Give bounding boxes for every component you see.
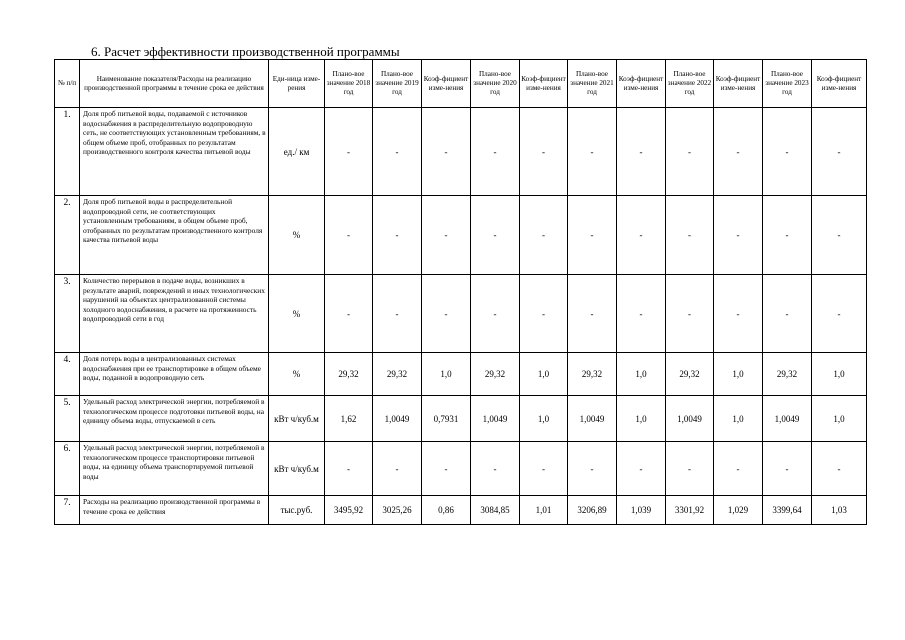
row-number: 2. <box>55 196 80 275</box>
value-cell: 1,0 <box>714 396 763 442</box>
row-number: 3. <box>55 275 80 353</box>
value-cell: 1,0049 <box>373 396 422 442</box>
value-cell: - <box>520 275 568 353</box>
value-cell: 3206,89 <box>568 496 617 525</box>
value-cell: - <box>617 275 666 353</box>
value-cell: - <box>325 108 373 196</box>
value-cell: - <box>763 196 812 275</box>
header-cell: Плано-вое значение 2021 год <box>568 60 617 108</box>
value-cell: 0,7931 <box>422 396 471 442</box>
header-cell: Коэф-фициент изме-нения <box>520 60 568 108</box>
indicator-name: Доля потерь воды в централизованных системах водоснабжения при ее транспортировке в общем объеме воды, поданной в водопроводную сеть <box>80 353 269 396</box>
efficiency-table <box>54 59 867 525</box>
value-cell: - <box>714 442 763 496</box>
value-cell: - <box>568 108 617 196</box>
value-cell: - <box>325 196 373 275</box>
value-cell: 3084,85 <box>471 496 520 525</box>
indicator-name: Удельный расход электрической энергии, потребляемой в технологическом процессе подготовки питьевой воды, на единицу объема воды, отпускаемой в сеть <box>80 396 269 442</box>
header-cell: № п/п <box>55 60 80 108</box>
header-cell: Плано-вое значение 2019 год <box>373 60 422 108</box>
value-cell: - <box>471 275 520 353</box>
value-cell: - <box>812 275 867 353</box>
value-cell: - <box>568 196 617 275</box>
value-cell: - <box>763 108 812 196</box>
header-cell: Коэф-фициент изме-нения <box>812 60 867 108</box>
value-cell: 1,0 <box>617 396 666 442</box>
value-cell: - <box>471 442 520 496</box>
value-cell: 1,01 <box>520 496 568 525</box>
value-cell: - <box>520 108 568 196</box>
value-cell: - <box>812 442 867 496</box>
indicator-name: Доля проб питьевой воды, подаваемой с источников водоснабжения в распределительную водопроводную сеть, не соответствующих установленным требованиям, в общем объеме проб, отобранных по результатам производственного контроля качества питьевой воды <box>80 108 269 196</box>
value-cell: - <box>373 108 422 196</box>
value-cell: 29,32 <box>763 353 812 396</box>
value-cell: 3399,64 <box>763 496 812 525</box>
value-cell: - <box>763 442 812 496</box>
value-cell: 29,32 <box>373 353 422 396</box>
unit-cell: % <box>269 275 325 353</box>
value-cell: - <box>422 108 471 196</box>
value-cell: - <box>568 442 617 496</box>
value-cell: - <box>763 275 812 353</box>
row-number: 6. <box>55 442 80 496</box>
header-cell: Плано-вое значение 2022 год <box>666 60 714 108</box>
value-cell: - <box>373 196 422 275</box>
unit-cell: тыс.руб. <box>269 496 325 525</box>
table-row <box>55 396 867 442</box>
value-cell: 3495,92 <box>325 496 373 525</box>
value-cell: - <box>666 108 714 196</box>
value-cell: 1,0049 <box>568 396 617 442</box>
value-cell: - <box>714 196 763 275</box>
value-cell: - <box>422 275 471 353</box>
row-number: 1. <box>55 108 80 196</box>
value-cell: 29,32 <box>568 353 617 396</box>
value-cell: - <box>520 442 568 496</box>
value-cell: - <box>812 108 867 196</box>
header-cell: Плано-вое значение 2018 год <box>325 60 373 108</box>
unit-cell: кВт ч/куб.м <box>269 396 325 442</box>
value-cell: 0,86 <box>422 496 471 525</box>
header-row <box>55 60 867 108</box>
header-cell: Еди-ница изме-рения <box>269 60 325 108</box>
value-cell: 1,0 <box>617 353 666 396</box>
value-cell: - <box>714 108 763 196</box>
value-cell: - <box>325 442 373 496</box>
value-cell: - <box>666 442 714 496</box>
row-number: 4. <box>55 353 80 396</box>
header-cell: Плано-вое значение 2020 год <box>471 60 520 108</box>
section-title: 6. Расчет эффективности производственной программы <box>91 44 400 59</box>
value-cell: 1,0 <box>520 396 568 442</box>
value-cell: - <box>520 196 568 275</box>
value-cell: - <box>471 196 520 275</box>
value-cell: 29,32 <box>325 353 373 396</box>
table-row <box>55 196 867 275</box>
value-cell: 3301,92 <box>666 496 714 525</box>
unit-cell: ед./ км <box>269 108 325 196</box>
value-cell: 1,0049 <box>666 396 714 442</box>
value-cell: 1,0049 <box>763 396 812 442</box>
unit-cell: кВт ч/куб.м <box>269 442 325 496</box>
value-cell: - <box>471 108 520 196</box>
row-number: 7. <box>55 496 80 525</box>
value-cell: 1,0 <box>520 353 568 396</box>
unit-cell: % <box>269 196 325 275</box>
value-cell: - <box>373 275 422 353</box>
value-cell: 1,03 <box>812 496 867 525</box>
value-cell: - <box>666 196 714 275</box>
table-row <box>55 108 867 196</box>
value-cell: 1,62 <box>325 396 373 442</box>
indicator-name: Удельный расход электрической энергии, потребляемой в технологическом процессе транспортировки питьевой воды, на единицу объема транспортируемой питьевой воды <box>80 442 269 496</box>
value-cell: - <box>568 275 617 353</box>
value-cell: - <box>812 196 867 275</box>
value-cell: - <box>373 442 422 496</box>
value-cell: 1,0 <box>812 396 867 442</box>
table-row <box>55 442 867 496</box>
value-cell: 29,32 <box>471 353 520 396</box>
unit-cell: % <box>269 353 325 396</box>
value-cell: - <box>617 442 666 496</box>
value-cell: - <box>422 442 471 496</box>
header-cell: Наименование показателя/Расходы на реализацию производственной программы в течение срока ее действия <box>80 60 269 108</box>
value-cell: 1,0 <box>422 353 471 396</box>
value-cell: - <box>325 275 373 353</box>
value-cell: - <box>617 196 666 275</box>
table-row <box>55 496 867 525</box>
row-number: 5. <box>55 396 80 442</box>
value-cell: 3025,26 <box>373 496 422 525</box>
header-cell: Коэф-фициент изме-нения <box>714 60 763 108</box>
value-cell: 1,0 <box>812 353 867 396</box>
header-cell: Плано-вое значение 2023 год <box>763 60 812 108</box>
value-cell: 1,039 <box>617 496 666 525</box>
value-cell: 1,029 <box>714 496 763 525</box>
indicator-name: Доля проб питьевой воды в распределительной водопроводной сети, не соответствующих установленным требованиям, в общем объеме проб, отобранных по результатам производственного контроля качества питьевой воды <box>80 196 269 275</box>
table-row <box>55 353 867 396</box>
value-cell: - <box>617 108 666 196</box>
table-row <box>55 275 867 353</box>
header-cell: Коэф-фициент изме-нения <box>617 60 666 108</box>
value-cell: - <box>422 196 471 275</box>
indicator-name: Количество перерывов в подаче воды, возникших в результате аварий, повреждений и иных технологических нарушений на объектах централизованной системы холодного водоснабжения, в расчете на протяженность водопроводной сети в год <box>80 275 269 353</box>
value-cell: - <box>714 275 763 353</box>
header-cell: Коэф-фициент изме-нения <box>422 60 471 108</box>
value-cell: 1,0049 <box>471 396 520 442</box>
value-cell: 1,0 <box>714 353 763 396</box>
indicator-name: Расходы на реализацию производственной программы в течение срока ее действия <box>80 496 269 525</box>
value-cell: 29,32 <box>666 353 714 396</box>
value-cell: - <box>666 275 714 353</box>
